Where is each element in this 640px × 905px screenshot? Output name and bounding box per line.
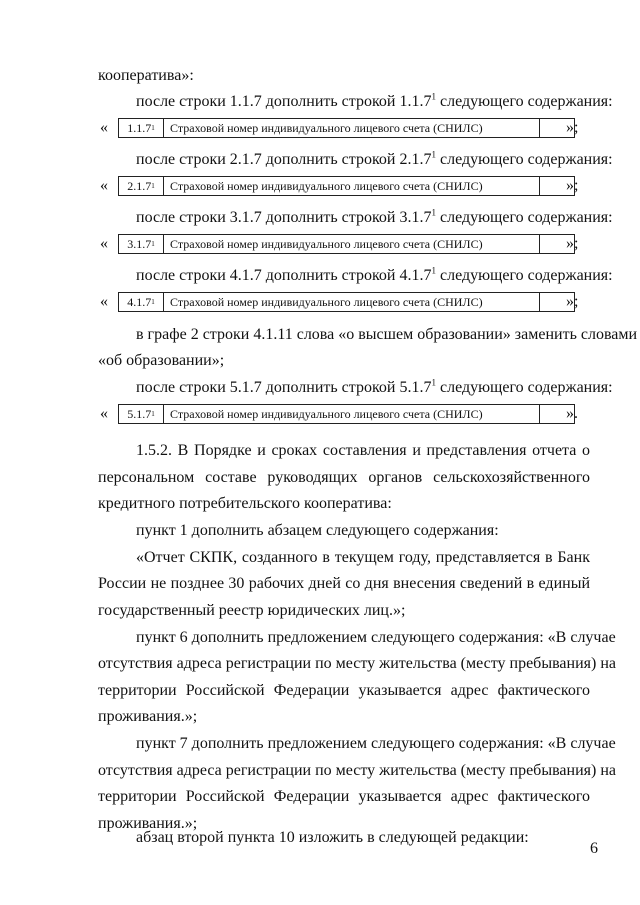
close-quote: »; [566, 119, 579, 136]
text-line: после строки 5.1.7 дополнить строкой 5.1.7$^1$ следующего содержания: [136, 377, 613, 396]
text-line: после строки 2.1.7 дополнить строкой 2.1.7$^1$ следующего содержания: [136, 149, 613, 168]
text-line: пункт 6 дополнить предложением следующего содержания: «В случае [136, 629, 616, 646]
text-line: государственный реестр юридических лиц.»; [98, 602, 406, 619]
snils-row-box [118, 234, 575, 254]
text-line: 1.5.2. В Порядке и сроках составления и представления отчета о [136, 442, 590, 459]
snils-row-box [118, 292, 575, 312]
text-line: персональном составе руководящих органов сельскохозяйственного [98, 469, 590, 486]
text-line: после строки 3.1.7 дополнить строкой 3.1.7$^1$ следующего содержания: [136, 207, 613, 226]
text-line: отсутствия адреса регистрации по месту жительства (месту пребывания) на [98, 655, 616, 672]
close-quote: »; [566, 293, 579, 310]
text-line: России не позднее 30 рабочих дней со дня внесения сведений в единый [98, 575, 590, 592]
open-quote: « [100, 405, 108, 422]
open-quote: « [100, 235, 108, 252]
table-row [98, 118, 590, 140]
text-line: в графе 2 строки 4.1.11 слова «о высшем образовании» заменить словами [136, 326, 638, 343]
row-number-cell: 3.1.7 1 [119, 235, 164, 253]
table-row [98, 404, 590, 426]
text-line: кредитного потребительского кооператива: [98, 495, 392, 512]
text-line: «Отчет СКПК, созданного в текущем году, представляется в Банк [136, 549, 590, 566]
open-quote: « [100, 119, 108, 136]
text-line: пункт 7 дополнить предложением следующего содержания: «В случае [136, 735, 616, 752]
text-line: территории Российской Федерации указывается адрес фактического [98, 788, 590, 805]
open-quote: « [100, 177, 108, 194]
text-line: «об образовании»; [98, 352, 225, 369]
row-text-cell: Страховой номер индивидуального лицевого счета (СНИЛС) [164, 177, 540, 195]
close-quote: »; [566, 177, 579, 194]
row-text-cell: Страховой номер индивидуального лицевого счета (СНИЛС) [164, 119, 540, 137]
table-row [98, 292, 590, 314]
text-line: проживания.»; [98, 708, 198, 725]
text-line: абзац второй пункта 10 изложить в следующей редакции: [136, 829, 529, 846]
text-line: пункт 1 дополнить абзацем следующего содержания: [136, 522, 499, 539]
row-text-cell: Страховой номер индивидуального лицевого счета (СНИЛС) [164, 405, 540, 423]
text-line: отсутствия адреса регистрации по месту жительства (месту пребывания) на [98, 762, 616, 779]
text-line: после строки 4.1.7 дополнить строкой 4.1.7$^1$ следующего содержания: [136, 265, 613, 284]
snils-row-box [118, 404, 575, 424]
snils-row-box [118, 118, 575, 138]
row-text-cell: Страховой номер индивидуального лицевого счета (СНИЛС) [164, 293, 540, 311]
text-line: кооператива»: [98, 67, 194, 84]
table-row [98, 176, 590, 198]
row-text-cell: Страховой номер индивидуального лицевого счета (СНИЛС) [164, 235, 540, 253]
close-quote: »; [566, 235, 579, 252]
snils-row-box [118, 176, 575, 196]
text-line: после строки 1.1.7 дополнить строкой 1.1.7$^1$ следующего содержания: [136, 91, 613, 110]
text-line: проживания.»; [98, 815, 198, 832]
row-number-cell: 4.1.7 1 [119, 293, 164, 311]
text-line: территории Российской Федерации указывается адрес фактического [98, 682, 590, 699]
page-number: 6 [590, 840, 598, 857]
open-quote: « [100, 293, 108, 310]
row-number-cell: 2.1.7 1 [119, 177, 164, 195]
table-row [98, 234, 590, 256]
close-quote: ». [566, 405, 578, 422]
row-number-cell: 5.1.7 1 [119, 405, 164, 423]
row-number-cell: 1.1.7 1 [119, 119, 164, 137]
